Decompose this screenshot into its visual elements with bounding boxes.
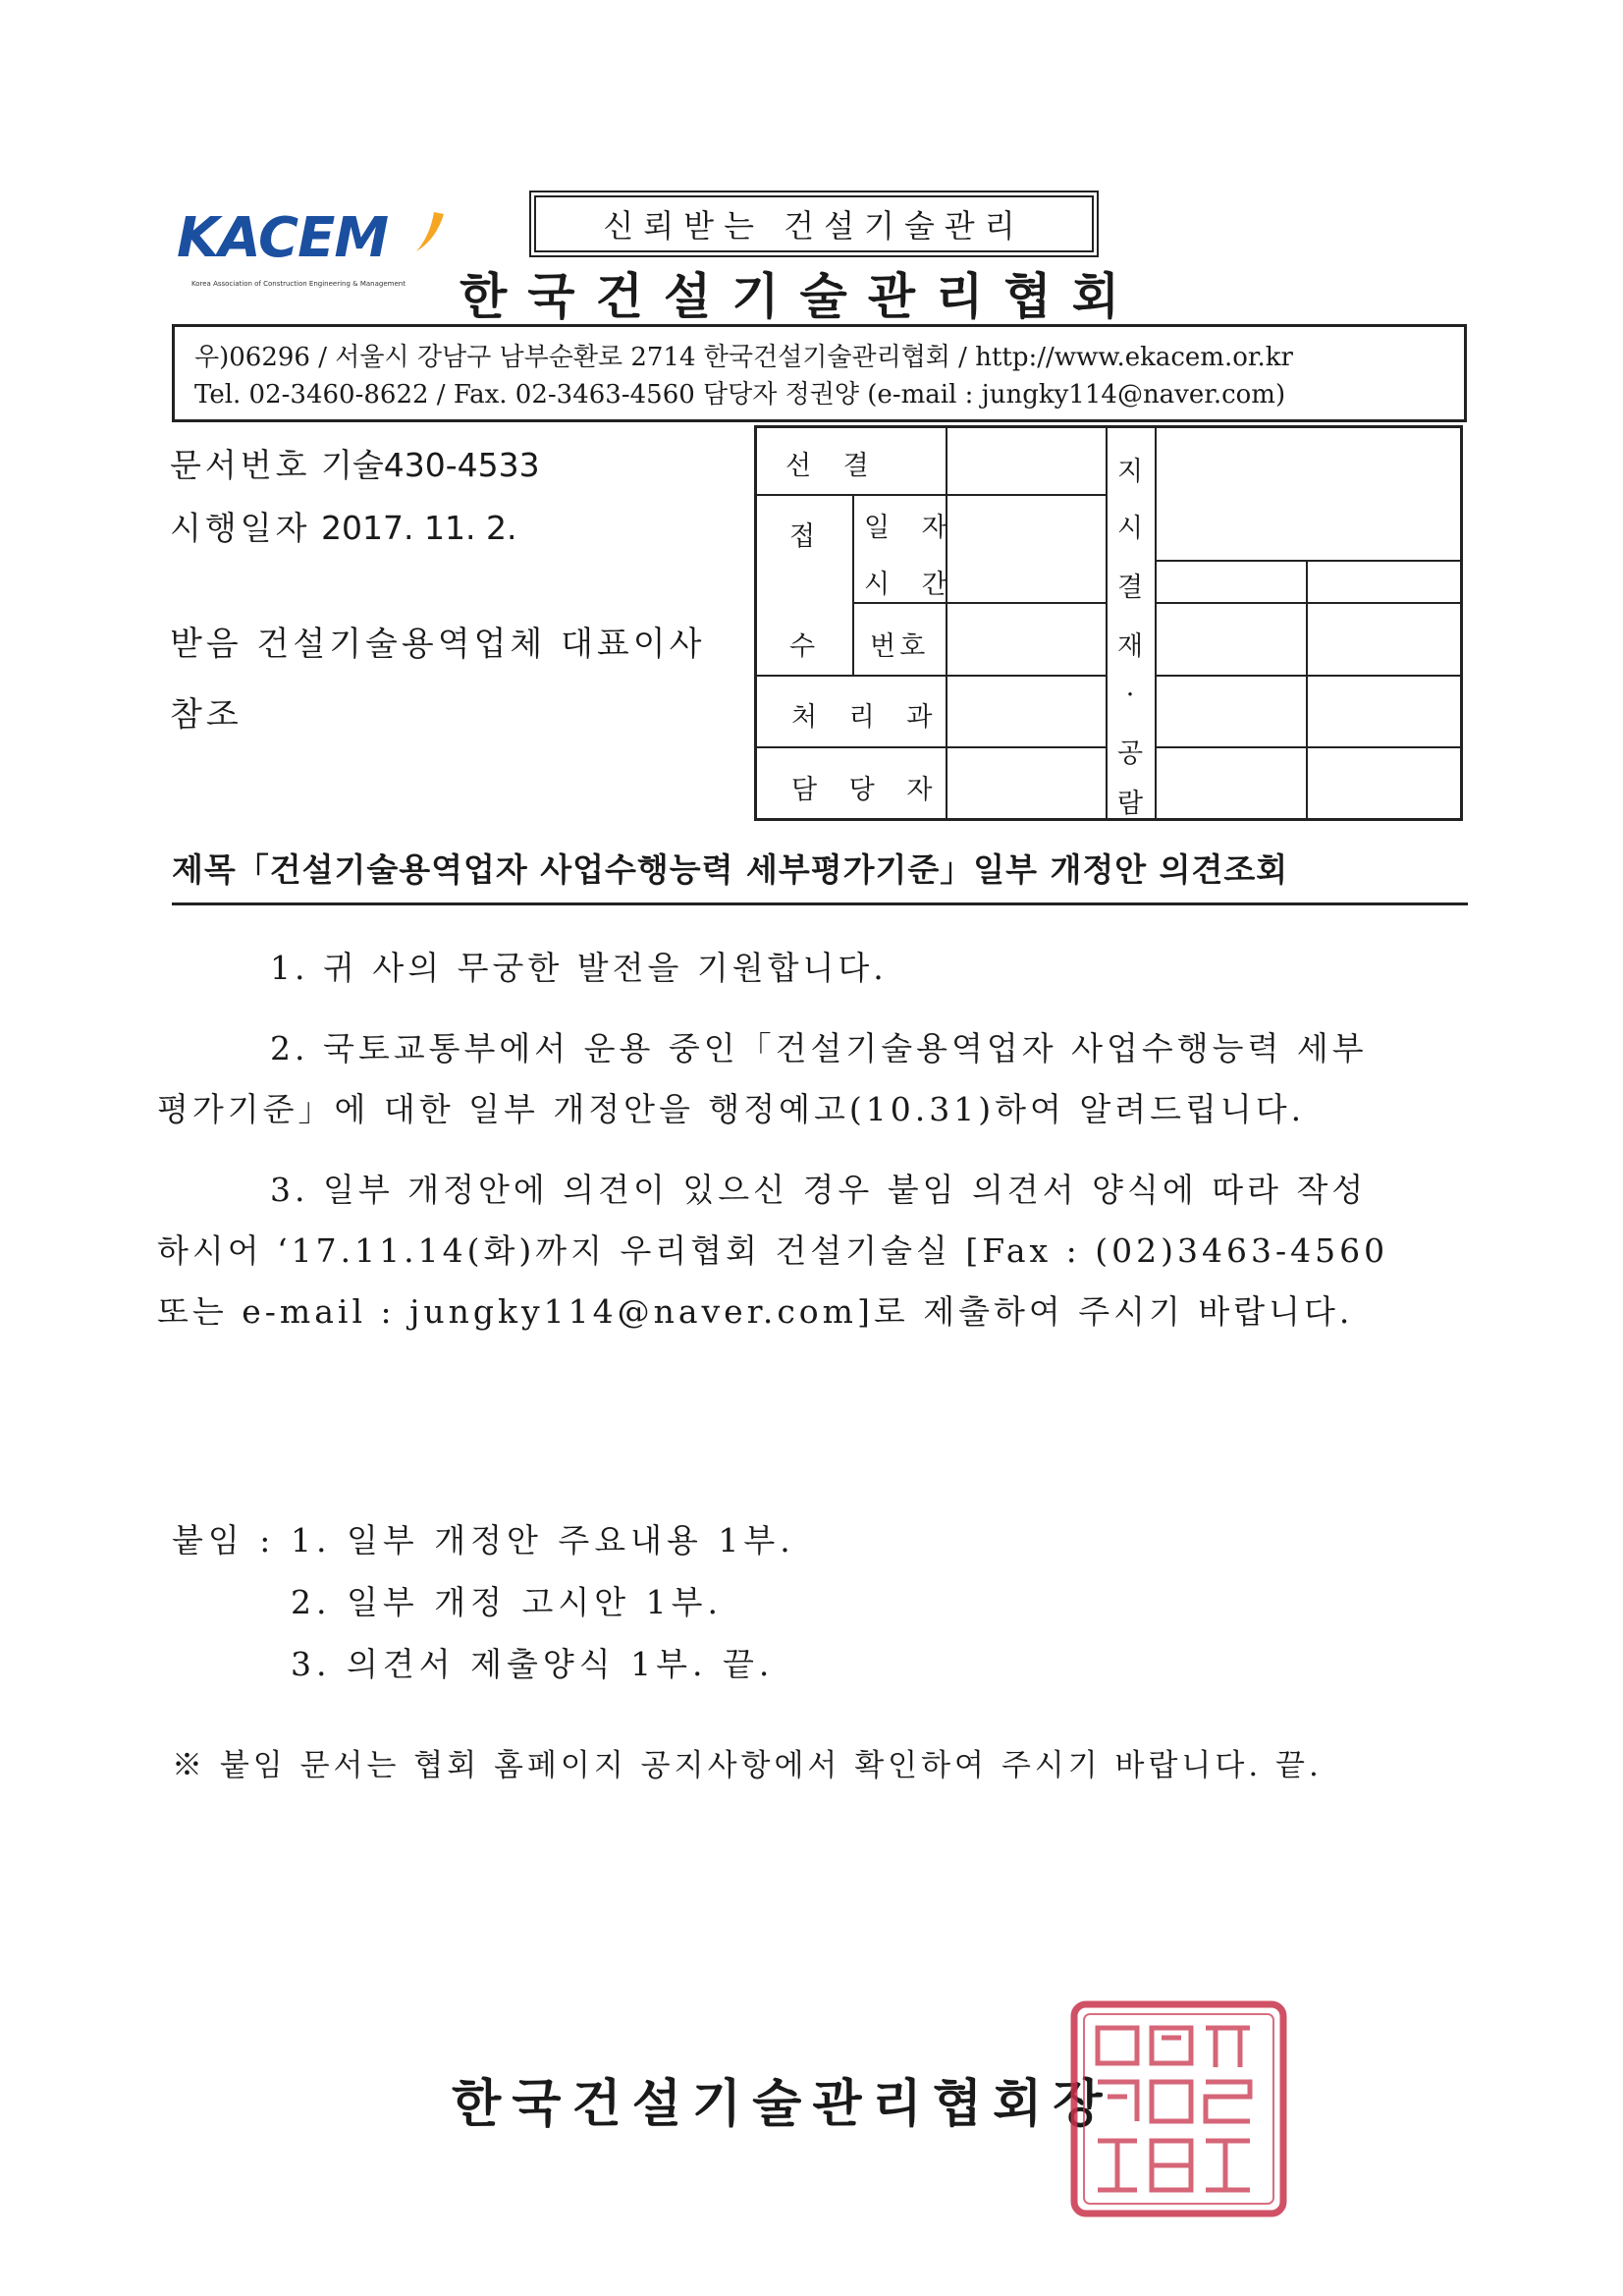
- doc-no-value: 기술430-4533: [321, 446, 540, 484]
- official-seal-stamp: [1068, 1998, 1289, 2219]
- recipient-label: 받음: [170, 625, 243, 664]
- vertical-label-char: 결: [1116, 573, 1144, 603]
- dam-dang-ja-label: 담 당 자: [791, 775, 945, 805]
- vertical-label-char: 재: [1116, 631, 1144, 662]
- logo-subtitle: Korea Association of Construction Engineering & Management: [191, 280, 406, 288]
- attachment-note: ※ 붙임 문서는 협회 홈페이지 공지사항에서 확인하여 주시기 바랍니다. 끝.: [172, 1748, 1323, 1783]
- doc-no-label: 문서번호: [170, 446, 311, 484]
- su-label: 수: [789, 631, 828, 662]
- jeop-label: 접: [789, 521, 828, 552]
- reference-label: 참조: [170, 695, 243, 735]
- recipient-value: 건설기술용역업체 대표이사: [256, 625, 706, 664]
- reference: [170, 687, 243, 736]
- attachment-item: 2. 일부 개정 고시안 1부.: [291, 1583, 723, 1621]
- seon-gyeol-label: 선 결: [785, 451, 881, 481]
- il-ja-label: 일 자: [864, 513, 959, 543]
- date-value: 2017. 11. 2.: [321, 509, 517, 547]
- vertical-label-char: 람: [1116, 789, 1144, 819]
- address-box: [172, 324, 1467, 422]
- vertical-label-char: 공: [1116, 738, 1144, 769]
- paragraph-3-line-3: 또는 e-mail : jungky114@naver.com]로 제출하여 주시기 바랍니다.: [157, 1292, 1354, 1331]
- vertical-label-char: ·: [1125, 680, 1135, 710]
- organization-title: 한국건설기술관리협회: [460, 268, 1140, 325]
- slogan-text: 신뢰받는 건설기술관리: [603, 207, 1025, 245]
- address-line-1: 우)06296 / 서울시 강남구 남부순환로 2714 한국건설기술관리협회 / http://www.ekacem.or.kr: [194, 343, 1293, 372]
- attachment-item: 3. 의견서 제출양식 1부. 끝.: [291, 1645, 775, 1683]
- paragraph-2-line-2: 평가기준」에 대한 일부 개정안을 행정예고(10.31)하여 알려드립니다.: [157, 1090, 1306, 1128]
- slogan-box: [534, 195, 1094, 252]
- date-label: 시행일자: [170, 509, 311, 547]
- logo-swoosh-icon: [410, 208, 450, 255]
- vertical-label-char: 지: [1116, 457, 1144, 487]
- sender-name: 한국건설기술관리협회장: [452, 2075, 1113, 2134]
- recipient: [170, 617, 705, 665]
- attachment-item: 1. 일부 개정안 주요내용 1부.: [291, 1521, 795, 1559]
- cheo-ri-gwa-label: 처 리 과: [791, 702, 945, 733]
- subject-line: 제목「건설기술용역업자 사업수행능력 세부평가기준」일부 개정안 의견조회: [172, 845, 1468, 905]
- kacem-logo: KACEM: [177, 206, 389, 270]
- vertical-label-char: 시: [1116, 514, 1144, 544]
- document-number: [170, 440, 540, 486]
- attachments-label: 붙임 :: [172, 1521, 276, 1559]
- beon-ho-label: 번호: [870, 631, 930, 662]
- issue-date: [170, 503, 516, 549]
- address-line-2: Tel. 02-3460-8622 / Fax. 02-3463-4560 담당자 정권양 (e-mail : jungky114@naver.com): [194, 380, 1286, 410]
- si-gan-label: 시 간: [864, 570, 959, 600]
- paragraph-1: 1. 귀 사의 무궁한 발전을 기원합니다.: [270, 949, 888, 987]
- paragraph-3-line-2: 하시어 ‘17.11.14(화)까지 우리협회 건설기술실 [Fax : (02)3463-4560: [157, 1231, 1389, 1270]
- paragraph-2-line-1: 2. 국토교통부에서 운용 중인「건설기술용역업자 사업수행능력 세부: [270, 1029, 1368, 1067]
- paragraph-3-line-1: 3. 일부 개정안에 의견이 있으신 경우 붙임 의견서 양식에 따라 작성: [270, 1171, 1368, 1209]
- body-text: [157, 938, 1473, 1342]
